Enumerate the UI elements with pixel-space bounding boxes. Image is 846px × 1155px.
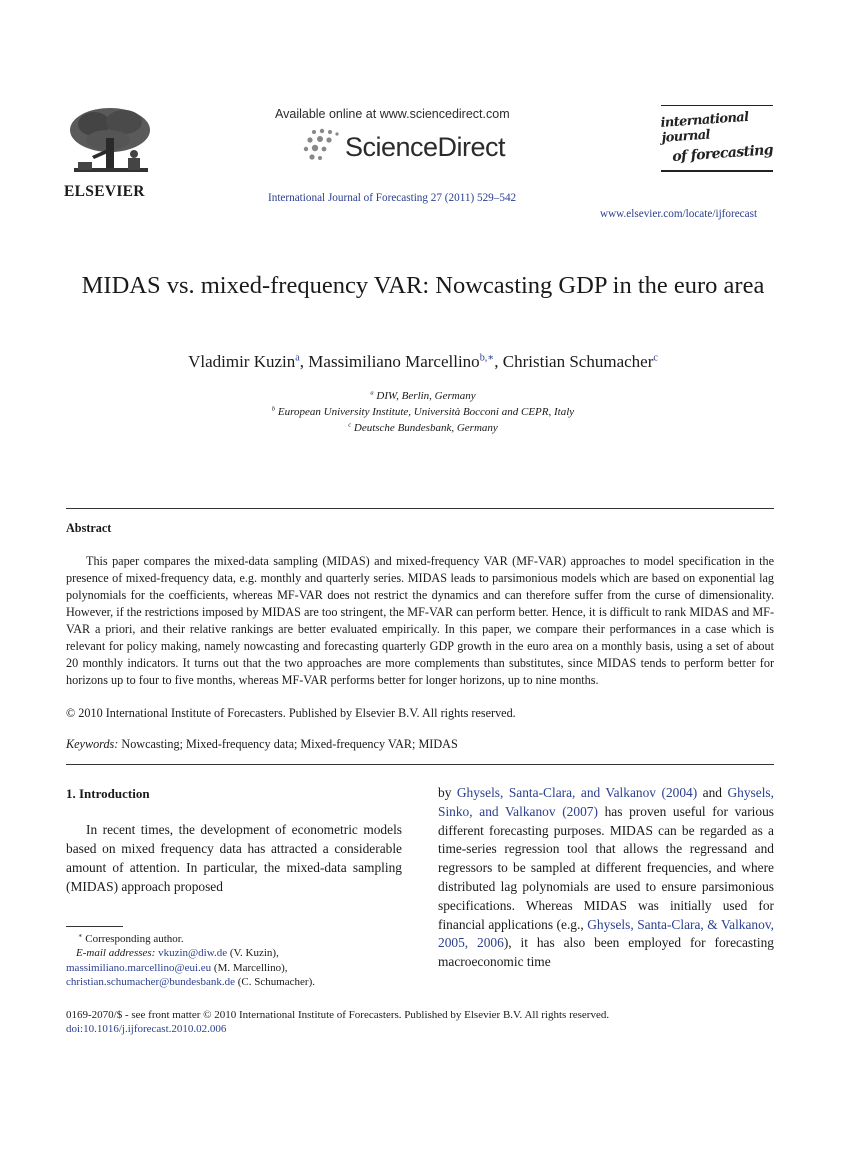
front-matter-line: 0169-2070/$ - see front matter © 2010 International Institute of Forecasters. Published by Elsevier B.V. All rights reserved.	[66, 1009, 610, 1021]
author-affiliation-link[interactable]: a	[295, 352, 300, 364]
email-owner: (M. Marcellino),	[213, 961, 288, 974]
affiliation-text: European University Institute, Università Bocconi and CEPR, Italy	[277, 406, 575, 418]
email-link[interactable]: vkuzin@diw.de	[158, 947, 228, 959]
available-online-text: Available online at www.sciencedirect.com	[275, 107, 510, 121]
footnote-corresponding	[66, 932, 184, 947]
email-owner: (V. Kuzin),	[229, 947, 279, 959]
author-separator: ,	[299, 352, 309, 371]
keywords	[66, 737, 458, 752]
body-text: by	[438, 785, 452, 800]
abstract-top-divider	[66, 508, 774, 509]
footnote-text: Corresponding author.	[85, 933, 184, 945]
doi-link[interactable]: doi:10.1016/j.ijforecast.2010.02.006	[66, 1023, 227, 1035]
author-separator: ,	[494, 352, 503, 371]
abstract-heading: Abstract	[66, 521, 112, 535]
email-label: E-mail addresses:	[76, 947, 156, 959]
author-name: Massimiliano Marcellino	[308, 352, 480, 371]
author-affiliation-link[interactable]: c	[653, 352, 658, 364]
sciencedirect-wordmark: ScienceDirect	[345, 132, 506, 162]
author-name: Vladimir Kuzin	[188, 352, 296, 371]
footnote-marker: ∗	[78, 932, 83, 940]
affiliation	[60, 390, 786, 402]
sciencedirect-dots-icon	[300, 126, 344, 166]
footnote-divider	[66, 926, 123, 927]
elsevier-tree-icon	[64, 104, 156, 182]
abstract-bottom-divider	[66, 764, 774, 765]
journal-logo-line1: international journal	[660, 109, 749, 146]
journal-logo	[661, 105, 773, 172]
email-owner: (C. Schumacher).	[237, 976, 315, 988]
email-link[interactable]: massimiliano.marcellino@eui.eu	[66, 961, 212, 974]
intro-right-column	[438, 784, 774, 972]
footnote-email-line	[66, 975, 315, 990]
article-title: MIDAS vs. mixed-frequency VAR: Nowcasting GDP in the euro area	[81, 272, 765, 299]
abstract-text: This paper compares the mixed-data sampling (MIDAS) and mixed-frequency VAR (MF-VAR) approaches to model specification in the presence of mixed-frequency data, e.g. monthly and quarterly series. MIDAS leads to parsimonious models which are based on exponential lag polynomials for the coefficients, whereas MF-VAR does not restrict the dynamics and can therefore suffer from the curse of dimensionality. However, if the restrictions imposed by MIDAS are too stringent, the MF-VAR can perform better. Hence, it is difficult to rank MIDAS and MF-VAR a priori, and their relative rankings are better evaluated empirically. In this paper, we compare their performances in a case which is relevant for policy making, namely nowcasting and forecasting quarterly GDP growth in the euro area on a monthly basis, using a set of about 20 monthly indicators. It turns out that the two approaches are more complements than substitutes, since MIDAS tends to perform better for horizons up to four to five months, whereas MF-VAR performs better for longer horizons, up to nine months.	[66, 554, 774, 687]
section-heading: 1. Introduction	[66, 786, 150, 801]
footnote-email-line	[66, 946, 279, 961]
email-link[interactable]: christian.schumacher@bundesbank.de	[66, 976, 235, 988]
affiliation-marker: a	[370, 389, 374, 397]
body-text: has proven useful for various different forecasting purposes. MIDAS can be regarded as a time-series regression tool that allows the regressand and regressors to be sampled at different frequencies, and where distributed lag polynomials are used to ensure parsimonious specifications. Whereas MIDAS was initially used for financial applications (e.g.,	[438, 803, 774, 932]
keywords-text: Nowcasting; Mixed-frequency data; Mixed-frequency VAR; MIDAS	[121, 737, 458, 751]
affiliation-text: Deutsche Bundesbank, Germany	[353, 422, 498, 434]
affiliation-text: DIW, Berlin, Germany	[376, 390, 476, 402]
journal-url-link[interactable]: www.elsevier.com/locate/ijforecast	[600, 208, 758, 220]
affiliation	[60, 406, 786, 418]
journal-reference-link[interactable]: International Journal of Forecasting 27 (2011) 529–542	[268, 192, 517, 204]
affiliation-marker: b	[271, 405, 276, 413]
citation-link[interactable]: Ghysels, Santa-Clara, & Valkanov, 2005, 2006	[438, 916, 774, 951]
affiliation-marker: c	[348, 421, 352, 429]
affiliation	[60, 422, 786, 434]
citation-link[interactable]: Ghysels, Sinko, and Valkanov (2007)	[438, 785, 774, 819]
keywords-label: Keywords:	[66, 737, 119, 751]
body-text: ), it has also been employed for forecasting macroeconomic time	[438, 935, 774, 970]
author-list	[60, 352, 786, 372]
footnote-email-line	[66, 961, 288, 976]
author-affiliation-link[interactable]: b,∗	[479, 352, 495, 364]
citation-link[interactable]: Ghysels, Santa-Clara, and Valkanov (2004)	[456, 785, 698, 800]
abstract-copyright: © 2010 International Institute of Forecasters. Published by Elsevier B.V. All rights reserved.	[66, 706, 516, 720]
intro-left-column: In recent times, the development of econometric models based on mixed frequency data has attracted a considerable amount of attention. In particular, the mixed-data sampling (MIDAS) approach proposed	[66, 822, 402, 894]
journal-logo-line2: of forecasting	[671, 142, 774, 166]
author-name: Christian Schumacher	[502, 352, 654, 371]
front-matter	[66, 1008, 609, 1036]
publisher-name: ELSEVIER	[64, 183, 145, 200]
body-text: and	[702, 785, 723, 800]
elsevier-logo	[64, 104, 156, 201]
